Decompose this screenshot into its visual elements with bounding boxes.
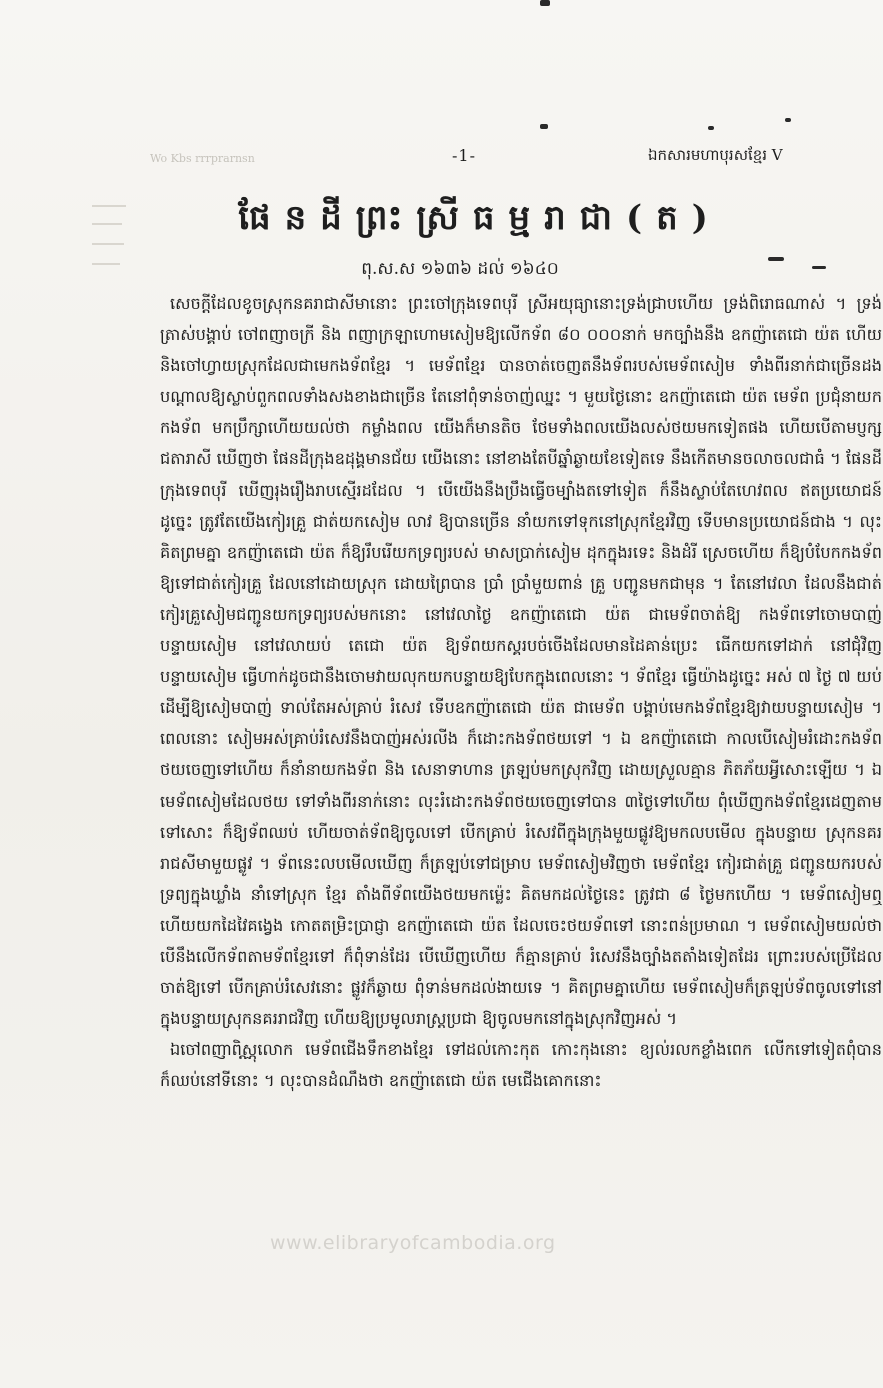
- scan-mark: [708, 126, 714, 130]
- scan-mark: [540, 0, 550, 6]
- document-title: ផែនដីព្រះស្រីធម្មរាជា(ត): [238, 198, 722, 238]
- bleed-through-line: [92, 223, 122, 225]
- book-title: ឯកសារមហាបុរសខ្មែរ V: [648, 146, 783, 164]
- bleed-through-line: [92, 263, 120, 265]
- scan-mark: [540, 124, 548, 129]
- paragraph: ឯចៅពញាពិស្ណុលោក មេទ័ពជើងទឹកខាងខ្មែរ ទៅដល់កោះកុត កោះកុងនោះ ខ្យល់រលកខ្លាំងពេក លើកទៅទៀតពុំបាន ក៏ឈប់នៅទីនោះ ។ លុះបានដំណឹងថា ឧកញ៉ាតេជោ យ៉ត មេជើងគោកនោះ: [160, 1040, 882, 1091]
- watermark: www.elibraryofcambodia.org: [270, 1232, 556, 1254]
- bleed-through-text: Wo Kbs rrrprarnsn: [150, 152, 255, 165]
- document-dates: ពុ.ស.ស ១៦៣៦ ដល់ ១៦៤០: [361, 259, 559, 279]
- bleed-through-line: [92, 243, 124, 245]
- running-header: [0, 146, 883, 170]
- scan-mark: [785, 118, 791, 122]
- scan-mark: [812, 266, 826, 269]
- bleed-through-line: [92, 205, 126, 207]
- page-number: -1-: [452, 146, 476, 165]
- body-text: [160, 288, 882, 1248]
- paragraph: សេចក្ដីដែលខូចស្រុកនគរាជាសីមានោះ ព្រះចៅក្រុងទេពបុរី ស្រីអយុធ្យានោះទ្រង់ជ្រាបហើយ ទ្រង់ពិរោធណាស់ ។ ទ្រង់ត្រាស់បង្គាប់ ចៅពញាចក្រី និង ពញាក្រឡាហោមសៀមឱ្យលើកទ័ព ៨០ ០០០នាក់ មកច្បាំងនឹង ឧកញ៉ាតេជោ យ៉ត ហើយនិងចៅហ្វាយស្រុកដែលជាមេកងទ័ពខ្មែរ ។ មេទ័ពខ្មែរ បានចាត់ចេញតនឹងទ័ពរបស់មេទ័ពសៀម ទាំងពីរនាក់ជាច្រើនដង បណ្ដាលឱ្យស្លាប់ពួកពលទាំងសងខាងជាច្រើន តែនៅពុំទាន់ចាញ់ឈ្នះ ។ មួយថ្ងៃនោះ ឧកញ៉ាតេជោ យ៉ត មេទ័ព ប្រជុំនាយកកងទ័ព មកប្រឹក្សាហើយយល់ថា កម្លាំងពល យើងក៏មានតិច ថែមទាំងពលយើងលស់ថយមកទៀតផង ហើយបើតាមប្ញក្សជតារាសី ឃើញថា ផែនដីក្រុងឧដុង្គមានជ័យ យើងនោះ នៅខាងតែបីឆ្នាំឆ្ងាយខែទៀតទេ នឹងកើតមានចលាចលជាធំ ។ ផែនដីក្រុងទេពបុរី ឃើញរុងរឿងរាបស្មើរដដែល ។ បើយើងនឹងប្រឹងធ្វើចម្បាំងតទៅទៀត ក៏នឹងស្លាប់តែហេវពល ឥតប្រយោជន៍ ដូច្នេះ ត្រូវតែយើងកៀរគ្រួ ជាត់យកសៀម លាវ ឱ្យបានច្រើន នាំយកទៅទុកនៅស្រុកខ្មែរវិញ ទើបមានប្រយោជន៍ជាង ។ លុះគិតព្រមគ្នា ឧកញ៉ាតេជោ យ៉ត ក៏ឱ្យរឹបរើយកទ្រព្យរបស់ មាសប្រាក់សៀម ដុកក្នុងរទេះ និងដំរី ស្រេចហើយ ក៏ឱ្យបំបែកកងទ័ព ឱ្យទៅជាត់កៀរគ្រួ ដែលនៅដោយស្រុក ដោយព្រៃបាន ប្រាំ ប្រាំមួយពាន់ គ្រួ បញ្ជូនមកជាមុន ។ តែនៅវេលា ដែលនឹងជាត់កៀរគ្រួសៀមជញ្ជូនយកទ្រព្យរបស់មកនោះ នៅវេលាថ្ងៃ ឧកញ៉ាតេជោ យ៉ត ជាមេទ័ពចាត់ឱ្យ កងទ័ពទៅចោមបាញ់បន្ទាយសៀម នៅវេលាយប់ តេជោ យ៉ត ឱ្យទ័ពយកស្គរបច់ចើងដែលមានដៃគាន់ប្រេះ ធើកយកទៅដាក់ នៅជុំវិញបន្ទាយសៀម ធ្វើហាក់ដូចជានឹងចោមវាយលុកយកបន្ទាយឱ្យបែកក្នុងពេលនោះ ។ ទ័ពខ្មែរ ធ្វើយ៉ាងដូច្នេះ អស់ ៧ ថ្ងៃ ៧ យប់ ដើម្បីឱ្យសៀមបាញ់ ទាល់តែអស់គ្រាប់ រំសេវ ទើបឧកញ៉ាតេជោ យ៉ត ជាមេទ័ព បង្គាប់មេកងទ័ពខ្មែរឱ្យវាយបន្ទាយសៀម ។ ពេលនោះ សៀមអស់គ្រាប់រំសេវនឹងបាញ់អស់រលីង ក៏ដោះកងទ័ពថយទៅ ។ ឯ ឧកញ៉ាតេជោ កាលបើសៀមរំដោះកងទ័ពថយចេញទៅហើយ ក៏នាំនាយកងទ័ព និង សេនាទាហាន ត្រឡប់មកស្រុកវិញ ដោយស្រួលគ្មាន ភិតភ័យអ្វីសោះឡើយ ។ ឯមេទ័ពសៀមដែលថយ ទៅទាំងពីរនាក់នោះ លុះរំដោះកងទ័ពថយចេញទៅបាន ៣ថ្ងៃទៅហើយ ពុំឃើញកងទ័ពខ្មែរដេញតាមទៅសោះ ក៏ឱ្យទ័ពឈប់ ហើយចាត់ទ័ពឱ្យចូលទៅ បើកគ្រាប់ រំសេវពីក្នុងក្រុងមួយផ្លូវឱ្យមកលបមើល ក្នុងបន្ទាយ ស្រុកនគរ រាជសីមាមួយផ្លូវ ។ ទ័ពនេះលបមើលឃើញ ក៏ត្រឡប់ទៅជម្រាប មេទ័ពសៀមវិញថា មេទ័ពខ្មែរ កៀរជាត់គ្រួ ជញ្ជូនយករបស់ទ្រព្យក្នុងឃ្លាំង នាំទៅស្រុក ខ្មែរ តាំងពីទ័ពយើងថយមកម្ល៉េះ គិតមកដល់ថ្ងៃនេះ ត្រូវជា ៨ ថ្ងៃមកហើយ ។ មេទ័ពសៀមឮហើយយកដៃវៃគង្វេង កោតតម្រិះប្រាជ្ញា ឧកញ៉ាតេជោ យ៉ត ដែលចេះថយទ័ពទៅ នោះពន់ប្រមាណ ។ មេទ័ពសៀមយល់ថា បើនឹងលើកទ័ពតាមទ័ពខ្មែរទៅ ក៏ពុំទាន់ដែរ បើឃើញហើយ ក៏គ្មានគ្រាប់ រំសេវនឹងច្បាំងតតាំងទៀតដែរ ព្រោះរបស់ប្រើដែលចាត់ឱ្យទៅ បើកគ្រាប់រំសេវនោះ ផ្លូវក៏ឆ្ងាយ ពុំទាន់មកដល់ងាយទេ ។ គិតព្រមគ្នាហើយ មេទ័ពសៀមក៏ត្រឡប់ទ័ពចូលទៅនៅក្នុងបន្ទាយស្រុកនគររាជវិញ ហើយឱ្យប្រមូលរាស្ត្រប្រជា ឱ្យចូលមកនៅក្នុងស្រុកវិញអស់ ។: [160, 294, 882, 1029]
- scan-mark: [768, 257, 784, 261]
